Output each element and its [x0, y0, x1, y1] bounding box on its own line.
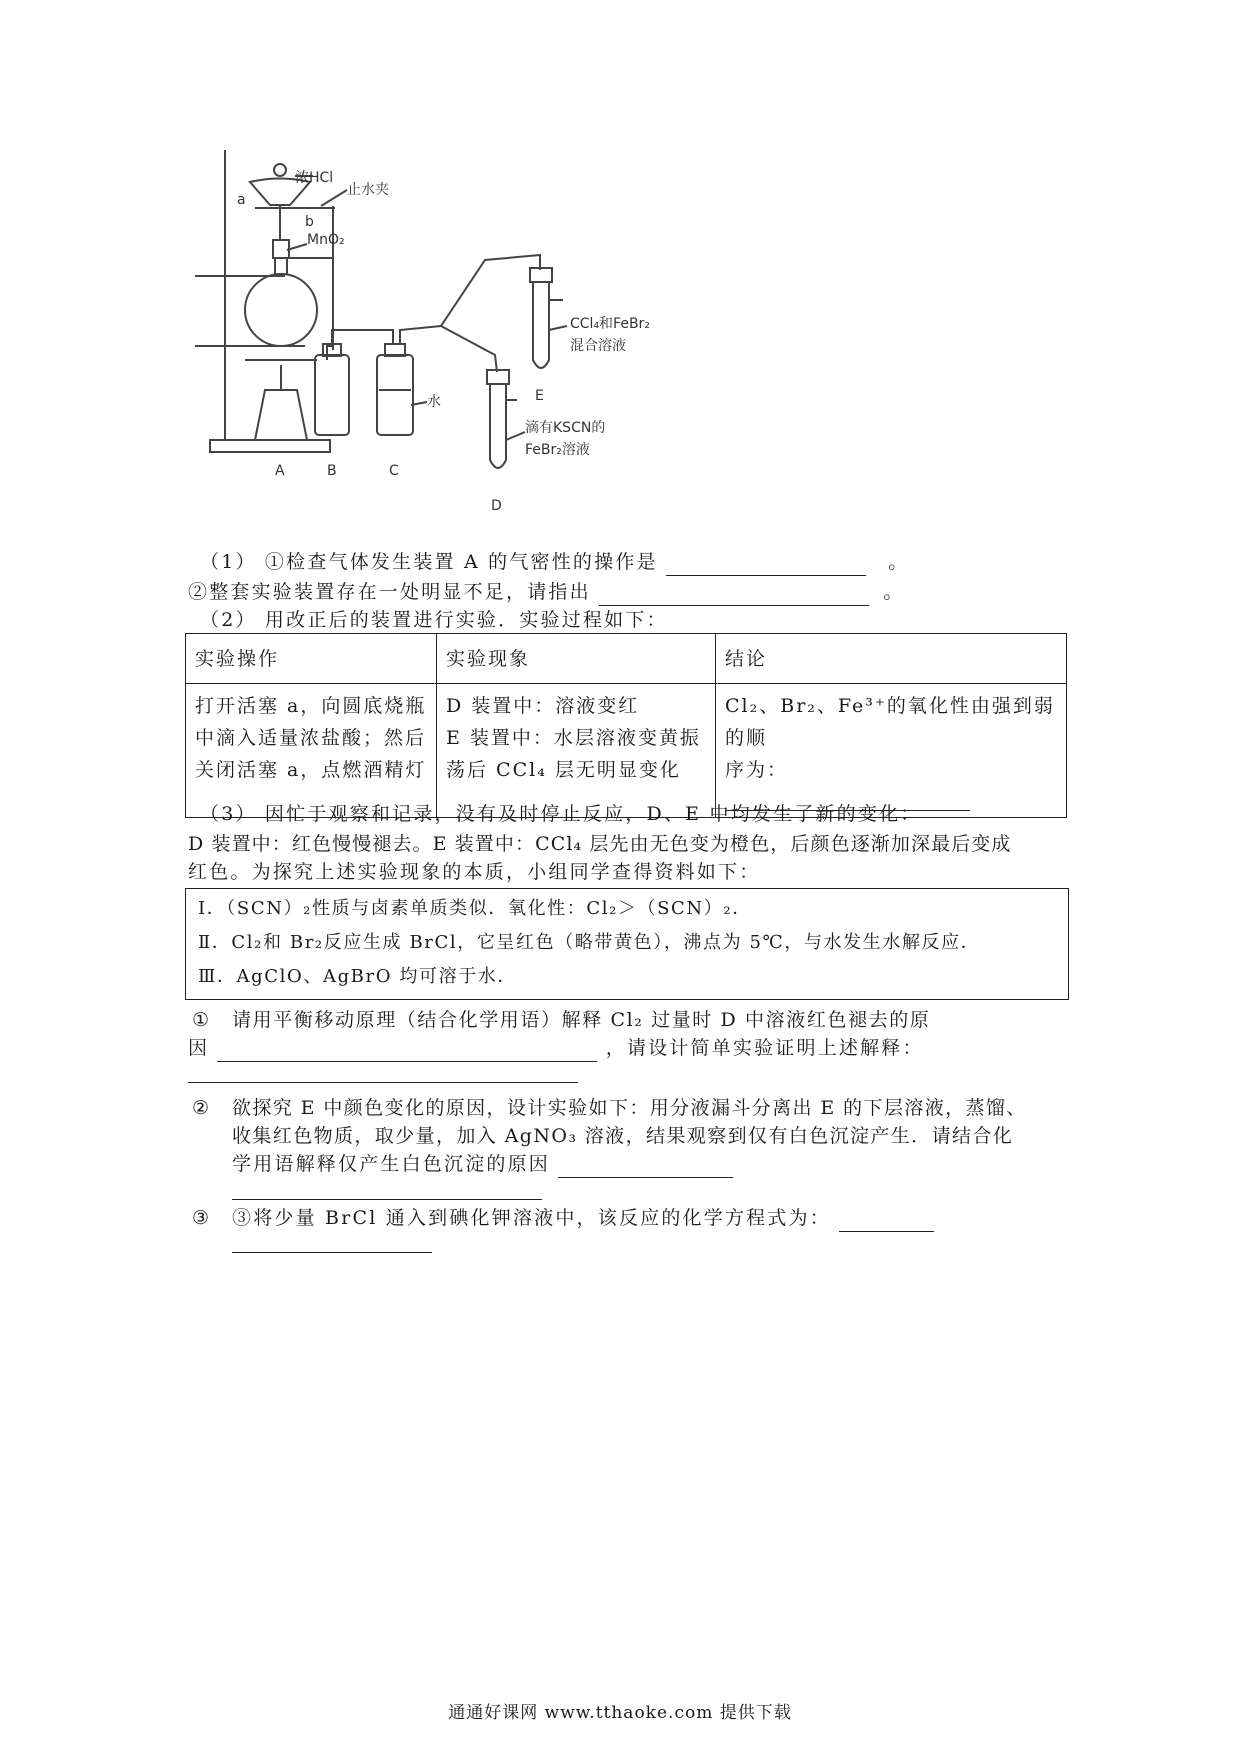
apparatus-figure [195, 150, 755, 530]
header-operation: 实验操作 [186, 634, 437, 684]
q3-sub1-line2: 因 ，请设计简单实验证明上述解释： [188, 1034, 924, 1062]
q3-sub3-answer-blank[interactable] [839, 1209, 934, 1232]
q3-sub2-number: ② [192, 1097, 212, 1119]
cell-operation: 打开活塞 a，向圆底烧瓶 中滴入适量浓盐酸；然后 关闭活塞 a，点燃酒精灯 [186, 684, 437, 818]
label-A: A [275, 463, 285, 479]
experiment-table [185, 633, 1067, 818]
q1-line2-text: ②整套实验装置存在一处明显不足，请指出 [188, 581, 591, 603]
alcohol-lamp [255, 390, 307, 440]
label-hcl: 浓HCl [295, 170, 334, 186]
q3-sub3-line1: ③将少量 BrCl 通入到碘化钾溶液中，该反应的化学方程式为： [232, 1204, 934, 1232]
label-clamp: 止水夹 [347, 182, 389, 198]
q3-line3: 红色。为探究上述实验现象的本质，小组同学查得资料如下： [188, 861, 761, 883]
header-observation: 实验现象 [437, 634, 716, 684]
q2-intro: （2） 用改正后的装置进行实验．实验过程如下： [200, 609, 668, 631]
q3-sub2-answer-blank-2[interactable] [232, 1199, 542, 1200]
info-item-1: Ⅰ．（SCN）₂性质与卤素单质类似．氧化性：Cl₂＞（SCN）₂． [198, 898, 752, 919]
q3-sub1-proof-blank[interactable] [188, 1082, 578, 1083]
table-row [186, 684, 1067, 818]
q1-answer-blank-2[interactable] [599, 583, 869, 606]
label-E: E [535, 388, 544, 404]
q3-sub1-number: ① [192, 1009, 212, 1031]
q1-line1: （1） ①检查气体发生装置 A 的气密性的操作是 。 [200, 548, 909, 576]
info-item-2: Ⅱ．Cl₂和 Br₂反应生成 BrCl，它呈红色（略带黄色），沸点为 5℃，与水发生水解反应． [198, 932, 981, 953]
test-tube-E [533, 282, 549, 368]
label-B: B [327, 463, 337, 479]
q1-line1-text: （1） ①检查气体发生装置 A 的气密性的操作是 [200, 551, 658, 573]
header-conclusion: 结论 [716, 634, 1067, 684]
q3-sub1-answer-blank[interactable] [217, 1039, 597, 1062]
label-mno2: MnO₂ [307, 232, 345, 248]
label-C: C [389, 463, 399, 479]
label-a: a [237, 192, 246, 208]
q1-line2: ②整套实验装置存在一处明显不足，请指出 。 [188, 578, 905, 606]
q3-sub1-line1: 请用平衡移动原理（结合化学用语）解释 Cl₂ 过量时 D 中溶液红色褪去的原 [232, 1009, 931, 1031]
q3-sub3-answer-blank-2[interactable] [232, 1252, 432, 1253]
q3-sub2-line1: 欲探究 E 中颜色变化的原因，设计实验如下：用分液漏斗分离出 E 的下层溶液，蒸馏、 [232, 1097, 1027, 1119]
q1-answer-blank-1[interactable] [666, 553, 866, 576]
label-mixed-solution: 混合溶液 [570, 338, 626, 354]
bottle-C [377, 355, 413, 435]
bottle-B [315, 355, 349, 435]
table-header-row [186, 634, 1067, 684]
stand-base [210, 440, 330, 452]
label-ccl4-febr2: CCl₄和FeBr₂ [570, 316, 650, 332]
label-b: b [305, 214, 314, 230]
reference-info-box [185, 888, 1069, 1000]
q3-sub2-line3: 学用语解释仅产生白色沉淀的原因 [232, 1150, 733, 1178]
label-water: 水 [427, 394, 441, 410]
label-D: D [491, 498, 502, 514]
cell-observation: D 装置中：溶液变红 E 装置中：水层溶液变黄振 荡后 CCl₄ 层无明显变化 [437, 684, 716, 818]
cell-conclusion: Cl₂、Br₂、Fe³⁺的氧化性由强到弱的顺 序为： [716, 684, 1067, 818]
test-tube-D [490, 384, 506, 468]
q3-intro: （3） 因忙于观察和记录，没有及时停止反应，D、E 中均发生了新的变化： [200, 803, 922, 825]
label-kscn: 滴有KSCN的 [525, 420, 606, 436]
q3-sub2-line2: 收集红色物质，取少量，加入 AgNO₃ 溶液，结果观察到仅有白色沉淀产生．请结合化 [232, 1125, 1014, 1147]
q3-line2: D 装置中：红色慢慢褪去。E 装置中：CCl₄ 层先由无色变为橙色，后颜色逐渐加深最后变成 [188, 833, 1012, 855]
q3-sub3-number: ③ [192, 1207, 212, 1229]
page-footer: 通通好课网 www.tthaoke.com 提供下载 [448, 1703, 792, 1723]
round-bottom-flask [245, 274, 317, 346]
info-item-3: Ⅲ．AgClO、AgBrO 均可溶于水． [198, 966, 517, 987]
label-febr2-solution: FeBr₂溶液 [525, 442, 590, 458]
q3-sub2-answer-blank[interactable] [558, 1155, 733, 1178]
